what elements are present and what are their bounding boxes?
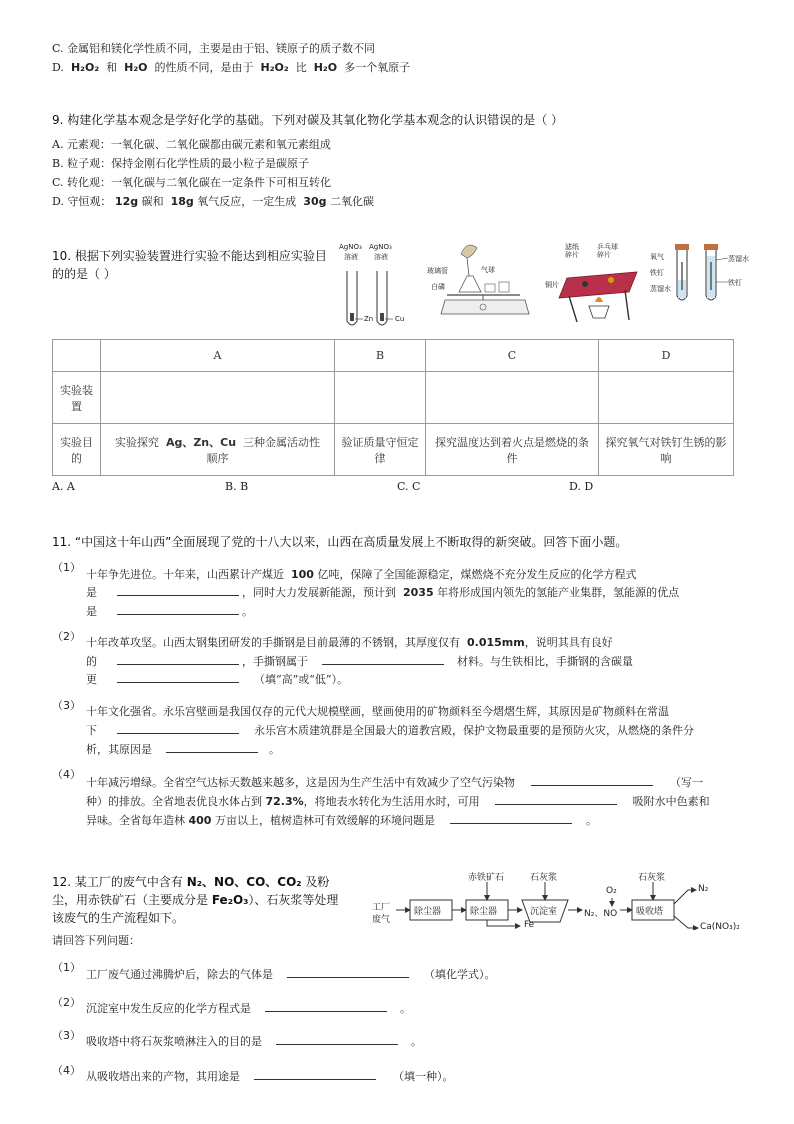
q10-title-line2: 的的是（ ） — [52, 267, 116, 281]
q11-4-blank-pollutant[interactable] — [531, 775, 653, 786]
q11-4-blank-environment[interactable] — [450, 813, 572, 824]
tripod-drawing — [545, 240, 645, 330]
q10-option-d[interactable]: D. D — [569, 480, 594, 493]
flow-lime-label-1: 石灰浆 — [530, 873, 558, 883]
q11-2-number: （2） — [52, 630, 81, 643]
q8-option-d: D. H₂O₂ 和 H₂O 的性质不同，是由于 H₂O₂ 比 H₂O 多一个氧原子 — [52, 61, 411, 74]
q11-3-blank-reason[interactable] — [166, 742, 258, 753]
q12-title-line1: 12. 某工厂的废气中含有 N₂、NO、CO、CO₂ 及粉 — [52, 875, 330, 889]
row-label-purpose: 实验目 的 — [53, 424, 101, 476]
q10-option-a[interactable]: A. A — [52, 480, 75, 493]
q12-4-number: （4） — [52, 1064, 81, 1077]
q11-2-line3: 更 （填“高”或“低”）。 — [86, 673, 348, 686]
q12-title-line3: 该废气的生产流程如下。 — [52, 911, 185, 925]
q11-1-blank-equation[interactable] — [117, 585, 239, 596]
row-label-apparatus: 实验装 置 — [53, 372, 101, 424]
flow-n2-no-label: N₂、NO — [584, 909, 618, 919]
flow-lines — [370, 868, 750, 930]
q10-option-c[interactable]: C. C — [397, 480, 421, 493]
q11-1-line3: 是 。 — [86, 605, 253, 618]
flow-box-settle: 沉淀室 — [530, 907, 558, 917]
q11-3-line2: 下 永乐宫木质建筑群是全国最大的道教宫殿，保护文物最重要的是预防火灾，从燃烧的条件分 — [86, 724, 694, 737]
flow-hematite-label: 赤铁矿石 — [468, 873, 505, 883]
q12-2-blank[interactable] — [265, 1001, 387, 1012]
flow-box-absorb: 吸收塔 — [636, 907, 664, 917]
table-header-d: D — [599, 340, 734, 372]
q12-3-line: 吸收塔中将石灰浆喷淋注入的目的是 。 — [86, 1035, 422, 1048]
flow-waste-label-2: 废气 — [372, 915, 391, 925]
q12-2-line: 沉淀室中发生反应的化学方程式是 。 — [86, 1002, 411, 1015]
q11-1-line1: 十年争先进位。十年来，山西累计产煤近 100 亿吨，保障了全国能源稳定，煤燃烧不充分发生反应的化学方程式 — [86, 568, 637, 581]
q10-title-line1: 10. 根据下列实验装置进行实验不能达到相应实验目 — [52, 249, 327, 263]
flow-lime-label-2: 石灰浆 — [638, 873, 666, 883]
flow-o2-label: O₂ — [606, 886, 617, 896]
q10-option-b[interactable]: B. B — [225, 480, 249, 493]
flow-box-dust-1: 除尘器 — [414, 907, 442, 917]
q11-4-blank-adsorbent[interactable] — [495, 794, 617, 805]
q10-table — [52, 339, 734, 476]
q12-1-blank[interactable] — [287, 967, 409, 978]
q12-title-line2: 尘，用赤铁矿石（主要成分是 Fe₂O₃）、石灰浆等处理 — [52, 893, 339, 907]
q8-option-c: C. 金属铝和镁化学性质不同，主要是由于铝、镁原子的质子数不同 — [52, 42, 376, 55]
cell-purpose-c: 探究温度达到着火点是燃烧的条 件 — [426, 424, 599, 476]
q11-4-number: （4） — [52, 768, 81, 781]
q9-option-c[interactable]: C. 转化观：一氧化碳与二氧化碳在一定条件下可相互转化 — [52, 176, 332, 189]
figure-d-nail-tubes: 氧气 铁钉 蒸馏水 蒸馏水 铁钉 — [648, 240, 758, 330]
flow-box-dust-2: 除尘器 — [470, 907, 498, 917]
table-header-b: B — [335, 340, 426, 372]
cell-purpose-a: 实验探究 Ag、Zn、Cu 三种金属活动性 顺序 — [101, 424, 335, 476]
q11-2-blank-material[interactable] — [322, 654, 444, 665]
cell-apparatus-d — [599, 372, 734, 424]
q9-option-d[interactable]: D. 守恒观： 12g 碳和 18g 氧气反应，一定生成 30g 二氧化碳 — [52, 195, 374, 208]
q11-2-line2: 的 ，手撕钢属于 材料。与生铁相比，手撕钢的含碳量 — [86, 655, 633, 668]
flow-fe-label: Fe — [524, 920, 535, 930]
q11-title: 11. “中国这十年山西”全面展现了党的十八大以来，山西在高质量发展上不断取得的新突破。回答下面小题。 — [52, 535, 628, 549]
table-corner — [53, 340, 101, 372]
q11-1-number: （1） — [52, 561, 81, 574]
flow-waste-label-1: 工厂 — [372, 903, 391, 913]
table-header-a: A — [101, 340, 335, 372]
flow-n2-label: N₂ — [698, 884, 709, 894]
q12-4-line: 从吸收塔出来的产物，其用途是 （填一种）。 — [86, 1070, 454, 1083]
cell-apparatus-c — [426, 372, 599, 424]
q11-2-blank-property[interactable] — [117, 654, 239, 665]
q12-3-blank[interactable] — [276, 1034, 398, 1045]
nail-tubes-drawing — [648, 240, 758, 330]
figure-a-test-tubes: AgNO₃ 溶液 AgNO₃ 溶液 Zn Cu — [335, 243, 415, 333]
q12-3-number: （3） — [52, 1029, 81, 1042]
q11-4-line3: 异味。全省每年造林 400 万亩以上，植树造林可有效缓解的环境问题是 。 — [86, 814, 597, 827]
q12-2-number: （2） — [52, 996, 81, 1009]
q11-1-line2: 是 ，同时大力发展新能源，预计到 2035 年将形成国内领先的氢能产业集群，氢能源的优点 — [86, 586, 680, 599]
q11-4-line1: 十年减污增绿。全省空气达标天数越来越多，这是因为生产生活中有效减少了空气污染物 （写一 — [86, 776, 703, 789]
q12-4-blank[interactable] — [254, 1069, 376, 1080]
q12-flow-diagram — [370, 868, 750, 930]
q11-3-line3: 析，其原因是 。 — [86, 743, 280, 756]
table-header-c: C — [426, 340, 599, 372]
q11-3-blank-stability[interactable] — [117, 723, 239, 734]
q11-4-line2: 种）的排放。全省地表优良水体占到 72.3%，将地表水转化为生活用水时，可用 吸附水中色素和 — [86, 795, 710, 808]
q11-1-blank-advantage[interactable] — [117, 604, 239, 615]
cell-apparatus-b — [335, 372, 426, 424]
q9-option-b[interactable]: B. 粒子观：保持金刚石化学性质的最小粒子是碳原子 — [52, 157, 310, 170]
q11-2-blank-carbon[interactable] — [117, 672, 239, 683]
cell-apparatus-a — [101, 372, 335, 424]
q11-3-line1: 十年文化强省。永乐宫壁画是我国仅存的元代大规模壁画，壁画使用的矿物颜料至今熠熠生辉，其原因是矿物颜料在常温 — [86, 705, 669, 718]
q9-option-a[interactable]: A. 元素观：一氧化碳、二氧化碳都由碳元素和氧元素组成 — [52, 138, 331, 151]
q12-1-number: （1） — [52, 961, 81, 974]
q11-2-line1: 十年改革攻坚。山西太钢集团研发的手撕钢是目前最薄的不锈钢，其厚度仅有 0.015mm，说明其具有良好 — [86, 636, 613, 649]
cell-purpose-d: 探究氧气对铁钉生锈的影 响 — [599, 424, 734, 476]
figure-c-copper-plate: 滤纸 碎片 乒乓球 碎片 铜片 — [545, 240, 645, 330]
flow-product-label: Ca(NO₃)₂ — [700, 922, 740, 932]
figure-b-balance: 玻璃管 气球 白磷 — [425, 240, 535, 330]
cell-purpose-b: 验证质量守恒定 律 — [335, 424, 426, 476]
q9-title: 9. 构建化学基本观念是学好化学的基础。下列对碳及其氧化物化学基本观念的认识错误的是（ ） — [52, 113, 564, 127]
q12-prompt: 请回答下列问题： — [52, 934, 140, 947]
q12-1-line: 工厂废气通过沸腾炉后，除去的气体是 （填化学式）。 — [86, 968, 496, 981]
q11-3-number: （3） — [52, 699, 81, 712]
